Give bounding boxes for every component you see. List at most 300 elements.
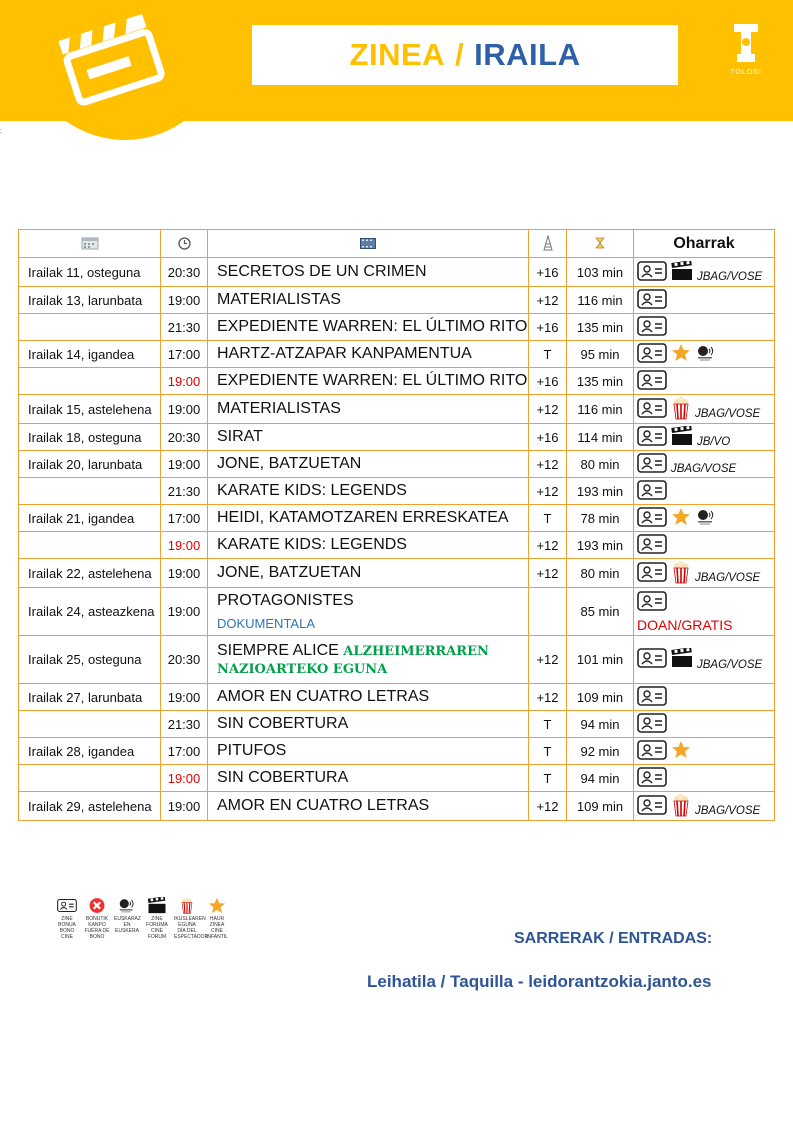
notes (634, 505, 775, 532)
table-row (19, 792, 775, 821)
language-text: JB/VO (697, 436, 731, 448)
duration (567, 314, 634, 341)
bono-cine-icon (637, 370, 667, 393)
notes (634, 738, 775, 765)
free-text: DOAN/GRATIS (637, 616, 733, 633)
legend-label-eu: BONUTIK KANPO (85, 916, 109, 928)
event-text: ALZHEIMERRAREN NAZIOARTEKO EGUNA (217, 643, 489, 677)
film-title (208, 684, 529, 711)
date-text: Irailak 24, asteazkena (28, 604, 155, 619)
date-text: Irailak 14, igandea (28, 346, 135, 362)
header-date (19, 230, 161, 258)
time-text: 19:00 (167, 604, 201, 619)
notes-icons (637, 370, 774, 393)
date-text: Irailak 15, astelehena (28, 401, 152, 417)
time-text: 19:00 (167, 798, 201, 814)
notes (634, 424, 775, 451)
duration-text: 116 min (577, 401, 623, 417)
film-title (208, 588, 529, 636)
entries-label: SARRERAK / ENTRADAS: (514, 930, 713, 947)
notes (634, 765, 775, 792)
time-text: 21:30 (167, 483, 201, 499)
notes (634, 559, 775, 588)
screening-time (161, 341, 208, 368)
logo-text: TOLOSI (730, 69, 762, 76)
euskaraz-icon (114, 897, 140, 914)
table-row (19, 684, 775, 711)
title-text: AMOR EN CUATRO LETRAS (217, 797, 430, 814)
bono-cine-icon (637, 740, 667, 763)
screening-date (19, 738, 161, 765)
time-text: 20:30 (167, 429, 201, 445)
popcorn-icon (671, 560, 691, 587)
duration-text: 109 min (576, 689, 624, 705)
notes-icons (637, 793, 774, 820)
duration (567, 684, 634, 711)
age-text: +12 (536, 456, 559, 472)
title-text: HEIDI, KATAMOTZAREN ERRESKATEA (217, 509, 509, 526)
bono-cine-icon (637, 767, 667, 790)
title-text: PROTAGONISTES (217, 592, 354, 609)
screening-date (19, 636, 161, 684)
legend-label-eu: EUSKARAZ (114, 916, 141, 922)
duration-text: 95 min (580, 346, 620, 362)
date-text: Irailak 21, igandea (28, 510, 135, 526)
film-title (208, 636, 529, 684)
bono-cine-icon (637, 343, 667, 366)
screening-date (19, 395, 161, 424)
age-rating (529, 478, 567, 505)
duration-text: 193 min (576, 537, 624, 553)
date-text: Irailak 18, osteguna (28, 429, 142, 445)
legend-label-eu: ZINE BONUA (58, 916, 76, 928)
time-text: 19:00 (167, 565, 201, 581)
screening-time (161, 684, 208, 711)
bono-cine-icon (637, 591, 667, 614)
duration (567, 765, 634, 792)
duration-text: 116 min (577, 292, 623, 308)
duration-text: 114 min (577, 429, 623, 445)
margin-mark: : (0, 128, 2, 135)
screening-time (161, 395, 208, 424)
time-text: 19:00 (167, 689, 201, 705)
legend-item (84, 897, 110, 940)
age-text: +12 (536, 652, 559, 667)
screening-date (19, 792, 161, 821)
legend-label-es: CINE INFANTIL (206, 928, 228, 940)
screening-date (19, 478, 161, 505)
language-text: JBAG/VOSE (671, 463, 737, 475)
screening-time (161, 792, 208, 821)
screening-date (19, 451, 161, 478)
clapperboard-logo-icon (56, 14, 166, 109)
star-icon (671, 507, 691, 529)
time-text: 20:30 (167, 264, 201, 280)
time-text: 20:30 (167, 652, 201, 667)
table-row (19, 314, 775, 341)
notes (634, 711, 775, 738)
bono-cine-icon (637, 480, 667, 503)
screening-date (19, 368, 161, 395)
legend-label-es: CINE FORUM (147, 928, 167, 940)
age-text: +16 (536, 373, 559, 389)
table-row (19, 258, 775, 287)
age-rating (529, 424, 567, 451)
header-time (161, 230, 208, 258)
star-icon (671, 740, 691, 762)
age-text: T (543, 510, 552, 526)
notes (634, 451, 775, 478)
subtitle-text: DOKUMENTALA (217, 616, 315, 631)
screening-time (161, 505, 208, 532)
duration-text: 94 min (580, 770, 620, 786)
screening-time (161, 478, 208, 505)
bono-cine-icon (637, 648, 667, 671)
duration (567, 792, 634, 821)
screening-date (19, 314, 161, 341)
screening-time (161, 424, 208, 451)
time-text: 21:30 (167, 716, 201, 732)
bono-cine-icon (637, 562, 667, 585)
date-text: Irailak 22, astelehena (28, 565, 152, 581)
duration (567, 559, 634, 588)
time-text: 17:00 (167, 346, 201, 362)
legend-item (204, 897, 230, 940)
euskaraz-icon (695, 344, 717, 365)
euskaraz-icon (695, 508, 717, 529)
screening-date (19, 505, 161, 532)
notes (634, 258, 775, 287)
film-title (208, 314, 529, 341)
bono-cine-icon (637, 713, 667, 736)
notes-icons (637, 534, 774, 557)
notes-icons (637, 316, 774, 339)
notes-icons (637, 426, 774, 449)
legend-label-eu: HAUR ZINEA (209, 916, 225, 928)
legend-item (114, 897, 140, 940)
table-row (19, 395, 775, 424)
age-rating (529, 368, 567, 395)
table-row (19, 588, 775, 636)
bono-cine-icon (637, 686, 667, 709)
icon-legend (54, 897, 230, 940)
age-text: +16 (536, 429, 559, 445)
title-text: JONE, BATZUETAN (217, 455, 362, 472)
table-row (19, 341, 775, 368)
film-title (208, 532, 529, 559)
header-duration (567, 230, 634, 258)
language-text: JBAG/VOSE (697, 271, 763, 283)
legend-label-eu: ZINE FORUMA (146, 916, 168, 928)
screening-date (19, 765, 161, 792)
film-title (208, 505, 529, 532)
duration-text: 85 min (580, 604, 620, 619)
title-text: SIEMPRE ALICE (217, 641, 339, 659)
duration (567, 505, 634, 532)
table-row (19, 765, 775, 792)
duration (567, 588, 634, 636)
screening-time (161, 314, 208, 341)
screening-date (19, 532, 161, 559)
time-text: 19:00 (167, 770, 201, 786)
notes (634, 368, 775, 395)
age-text: T (543, 346, 552, 362)
age-text: +12 (536, 292, 559, 308)
age-text: +12 (536, 483, 559, 499)
duration-text: 101 min (576, 652, 624, 667)
notes-icons (637, 648, 774, 671)
popcorn-icon (671, 396, 691, 423)
popcorn-icon (174, 897, 200, 914)
date-text: Irailak 28, igandea (28, 743, 135, 759)
notes (634, 287, 775, 314)
legend-label-eu: IKUSLEAREN EGUNA (174, 916, 206, 928)
notes (634, 636, 775, 684)
screening-time (161, 559, 208, 588)
screening-time (161, 765, 208, 792)
date-text: Irailak 25, osteguna (28, 652, 142, 667)
table-header-row (19, 230, 775, 258)
age-rating (529, 451, 567, 478)
legend-label-es: BONO CINE (59, 928, 75, 940)
age-text: T (543, 716, 552, 732)
duration (567, 341, 634, 368)
header-title (208, 230, 529, 258)
age-rating (529, 684, 567, 711)
header-notes: Oharrak (634, 230, 775, 258)
notes-icons (637, 480, 774, 503)
age-text: +16 (536, 319, 559, 335)
film-title (208, 424, 529, 451)
duration (567, 478, 634, 505)
film-title (208, 559, 529, 588)
age-rating (529, 505, 567, 532)
age-rating (529, 341, 567, 368)
screening-time (161, 287, 208, 314)
duration-text: 135 min (576, 373, 624, 389)
title-text: HARTZ-ATZAPAR KANPAMENTUA (217, 345, 472, 362)
film-title (208, 478, 529, 505)
bono-cine-icon (637, 507, 667, 530)
title-text: AMOR EN CUATRO LETRAS (217, 688, 430, 705)
bono-cine-icon (637, 261, 667, 284)
screening-time (161, 738, 208, 765)
film-title (208, 711, 529, 738)
age-rating (529, 314, 567, 341)
table-row (19, 559, 775, 588)
date-text: Irailak 20, larunbata (28, 456, 143, 472)
title-text: SIRAT (217, 428, 263, 445)
title-text: EXPEDIENTE WARREN: EL ÚLTIMO RITO (217, 372, 528, 389)
header-age (529, 230, 567, 258)
age-text: +12 (536, 565, 559, 581)
table-row (19, 711, 775, 738)
bono-cine-icon (637, 534, 667, 557)
screening-time (161, 368, 208, 395)
notes-icons (637, 453, 774, 476)
film-title (208, 738, 529, 765)
time-text: 19:00 (167, 537, 201, 553)
clapperboard-icon (671, 261, 693, 284)
calendar-icon (81, 236, 99, 250)
notes-icons (637, 396, 774, 423)
ticket-link[interactable]: Leihatila / Taquilla - leidorantzokia.janto.es (367, 972, 712, 991)
notes (634, 314, 775, 341)
duration (567, 258, 634, 287)
table-row (19, 636, 775, 684)
bono-cine-icon (54, 897, 80, 914)
film-title (208, 258, 529, 287)
table-row (19, 505, 775, 532)
age-rating (529, 559, 567, 588)
notes-icons (637, 767, 774, 790)
screening-date (19, 588, 161, 636)
no-bono-icon (84, 897, 110, 914)
film-title (208, 765, 529, 792)
age-rating (529, 636, 567, 684)
duration (567, 532, 634, 559)
schedule-table (18, 229, 775, 821)
bono-cine-icon (637, 398, 667, 421)
title-text: JONE, BATZUETAN (217, 564, 362, 581)
table-row (19, 451, 775, 478)
duration-text: 78 min (580, 510, 620, 526)
language-text: JBAG/VOSE (695, 805, 761, 817)
age-text: +12 (536, 537, 559, 553)
duration-text: 80 min (580, 565, 620, 581)
title-text: SIN COBERTURA (217, 769, 349, 786)
duration-text: 103 min (576, 264, 624, 280)
hourglass-icon (595, 237, 605, 249)
title-text: KARATE KIDS: LEGENDS (217, 482, 407, 499)
table-row (19, 424, 775, 451)
screening-date (19, 258, 161, 287)
duration (567, 287, 634, 314)
screening-date (19, 341, 161, 368)
screening-date (19, 559, 161, 588)
screening-time (161, 636, 208, 684)
date-text: Irailak 11, osteguna (28, 264, 141, 280)
table-row (19, 368, 775, 395)
film-title (208, 368, 529, 395)
legend-item (144, 897, 170, 940)
notes-icons (637, 261, 774, 284)
bono-cine-icon (637, 289, 667, 312)
title-text: SIN COBERTURA (217, 715, 349, 732)
table-row (19, 478, 775, 505)
bono-cine-icon (637, 795, 667, 818)
language-text: JBAG/VOSE (695, 572, 761, 584)
film-title (208, 395, 529, 424)
age-rating (529, 738, 567, 765)
age-rating (529, 287, 567, 314)
legend-label-es: DÍA DEL ESPECTADOR (174, 928, 209, 940)
duration (567, 451, 634, 478)
film-title (208, 341, 529, 368)
title-text: SECRETOS DE UN CRIMEN (217, 263, 427, 280)
legend-item (54, 897, 80, 940)
clock-icon (178, 237, 191, 250)
table-row (19, 532, 775, 559)
duration (567, 711, 634, 738)
star-icon (671, 343, 691, 365)
notes (634, 478, 775, 505)
duration (567, 368, 634, 395)
clapperboard-icon (671, 648, 693, 671)
legend-label-es: FUERA DE BONO (84, 928, 110, 940)
title-text: KARATE KIDS: LEGENDS (217, 536, 407, 553)
screening-date (19, 424, 161, 451)
notes (634, 588, 775, 636)
star-icon (204, 897, 230, 914)
duration-text: 135 min (576, 319, 624, 335)
bono-cine-icon (637, 453, 667, 476)
age-text: +12 (536, 689, 559, 705)
duration (567, 424, 634, 451)
time-text: 17:00 (167, 743, 201, 759)
page-title: ZINEA / IRAILA (252, 25, 678, 85)
screening-time (161, 532, 208, 559)
film-icon (360, 238, 376, 249)
time-text: 17:00 (167, 510, 201, 526)
title-text: MATERIALISTAS (217, 291, 341, 308)
age-text: T (543, 743, 552, 759)
duration (567, 636, 634, 684)
film-title (208, 451, 529, 478)
film-title (208, 287, 529, 314)
screening-date (19, 287, 161, 314)
bono-cine-icon (637, 426, 667, 449)
time-text: 19:00 (167, 292, 201, 308)
title-text: MATERIALISTAS (217, 400, 341, 417)
age-icon (542, 235, 554, 251)
notes-icons (637, 560, 774, 587)
age-text: T (543, 770, 552, 786)
notes (634, 532, 775, 559)
notes-icons (637, 289, 774, 312)
notes (634, 341, 775, 368)
notes (634, 684, 775, 711)
clapperboard-icon (144, 897, 170, 914)
duration-text: 92 min (580, 743, 620, 759)
age-rating (529, 258, 567, 287)
age-rating (529, 532, 567, 559)
legend-label-es: EN EUSKERA (115, 922, 139, 934)
age-text: +16 (536, 264, 559, 280)
age-text: +12 (536, 798, 559, 814)
notes-icons (637, 686, 774, 709)
screening-time (161, 258, 208, 287)
popcorn-icon (671, 793, 691, 820)
time-text: 19:00 (167, 456, 201, 472)
notes-icons (637, 591, 774, 614)
table-row (19, 738, 775, 765)
time-text: 19:00 (167, 401, 201, 417)
duration (567, 738, 634, 765)
screening-date (19, 711, 161, 738)
language-text: JBAG/VOSE (697, 658, 763, 671)
duration-text: 80 min (580, 456, 620, 472)
duration-text: 193 min (576, 483, 624, 499)
title-text: PITUFOS (217, 742, 287, 759)
screening-time (161, 451, 208, 478)
age-rating (529, 711, 567, 738)
date-text: Irailak 27, larunbata (28, 689, 143, 705)
title-text: EXPEDIENTE WARREN: EL ÚLTIMO RITO (217, 318, 528, 335)
duration (567, 395, 634, 424)
notes-icons (637, 740, 774, 763)
age-rating (529, 395, 567, 424)
